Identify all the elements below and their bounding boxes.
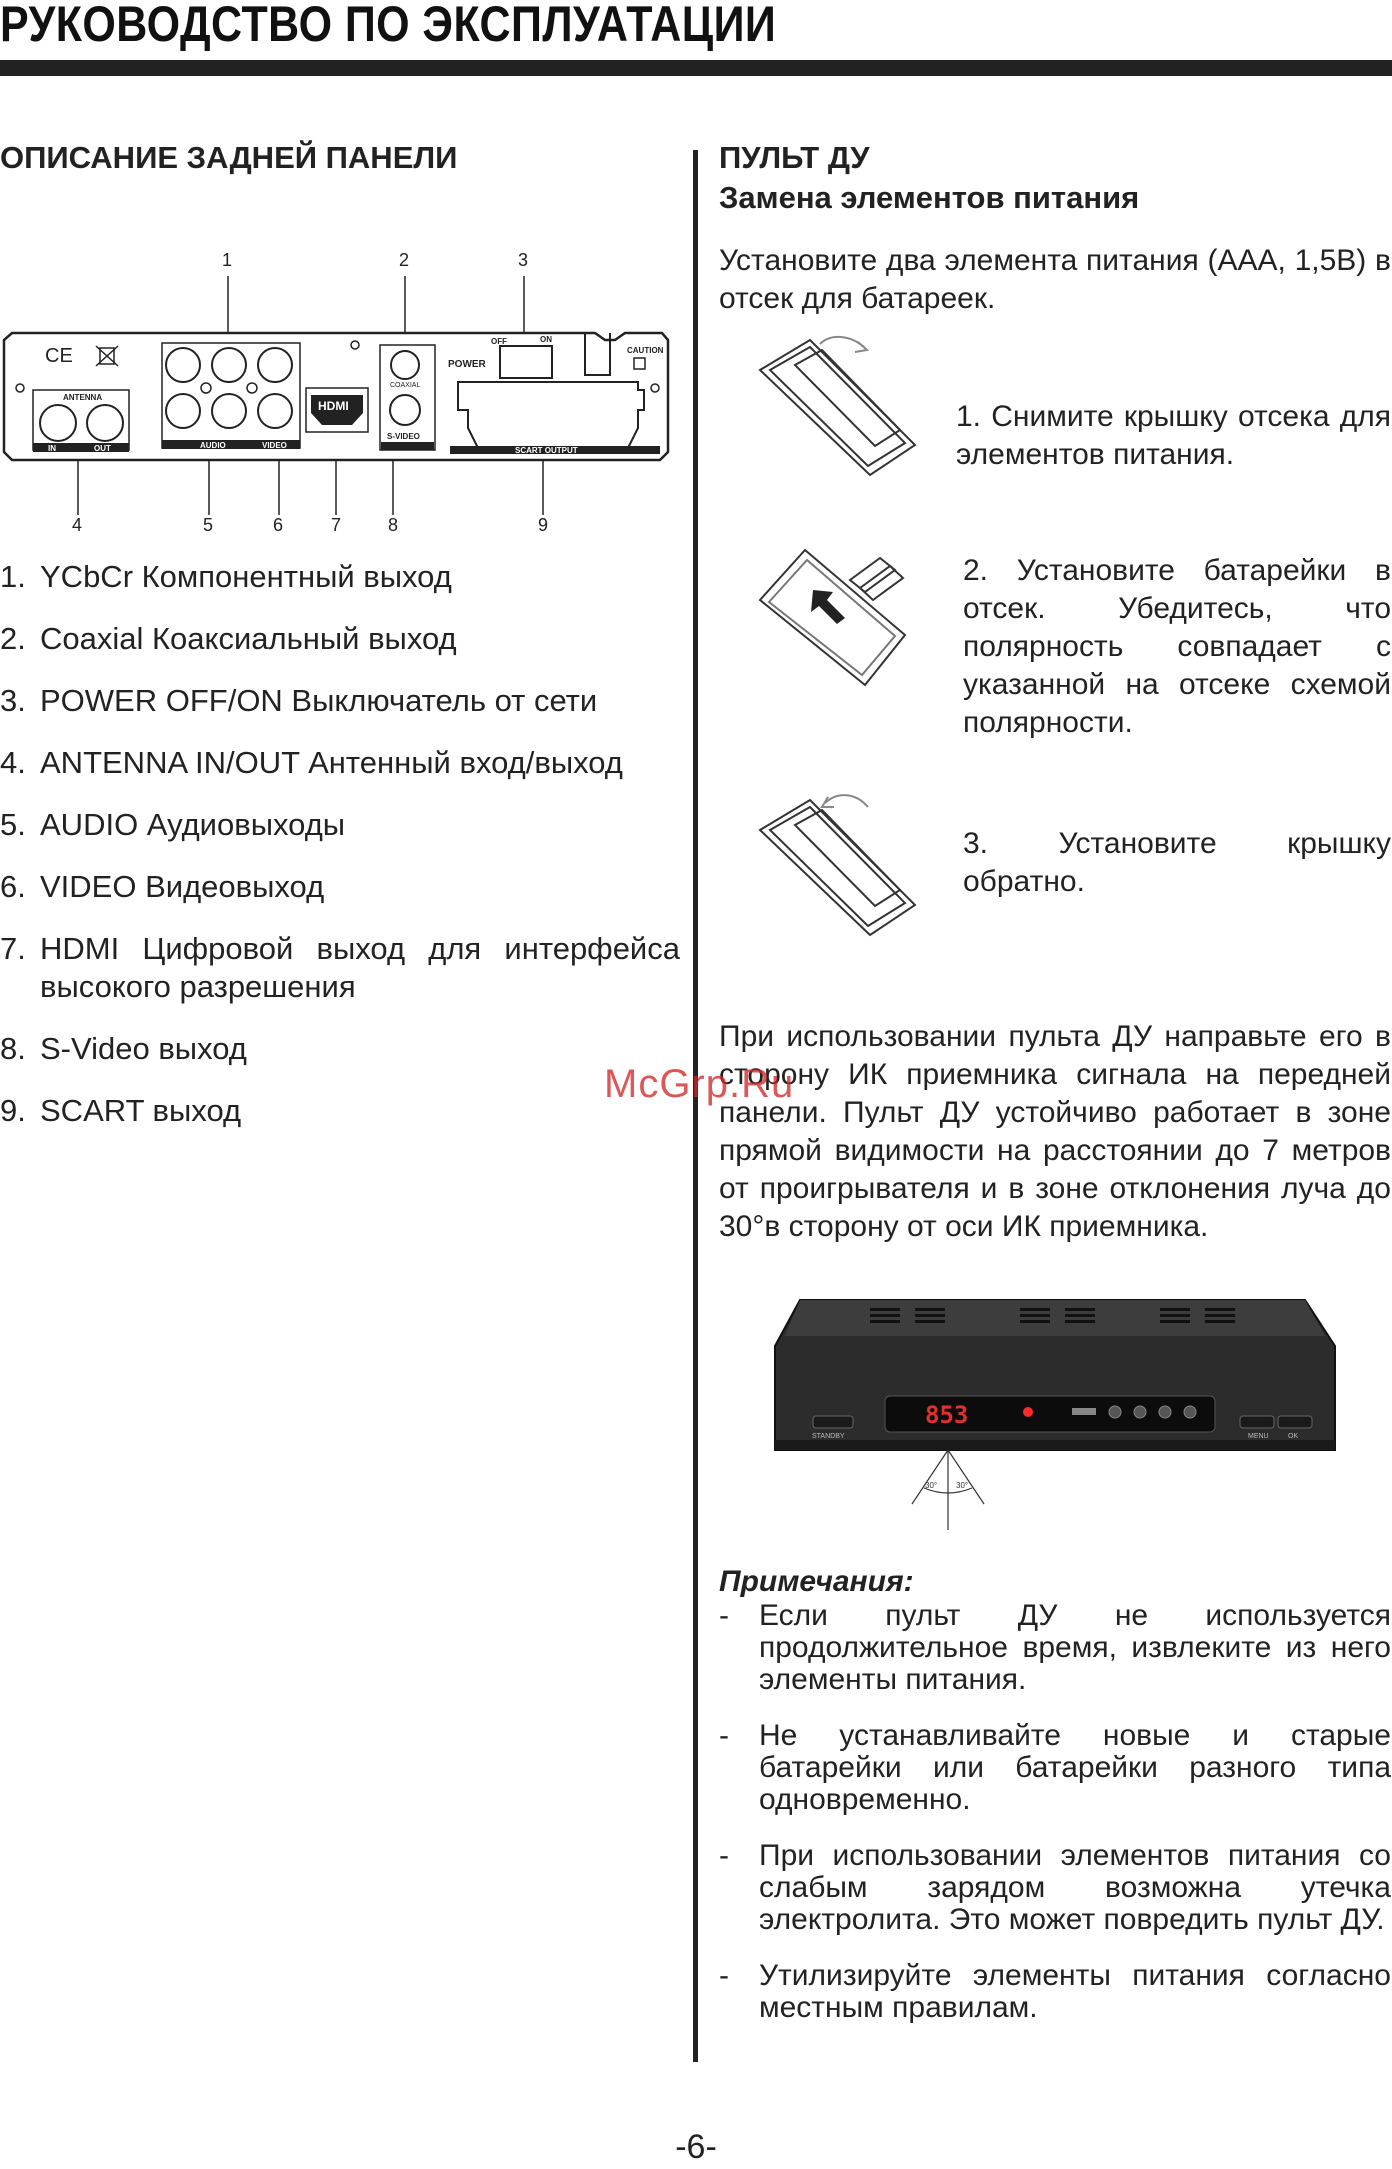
remote-cover-replace-illustration	[750, 785, 930, 940]
svg-text:ANTENNA: ANTENNA	[63, 393, 103, 402]
svg-text:MENU: MENU	[1248, 1433, 1269, 1440]
svg-text:SCART OUTPUT: SCART OUTPUT	[515, 446, 578, 455]
svg-text:ON: ON	[540, 335, 552, 344]
callout-2: 2	[399, 250, 410, 270]
svg-text:30°: 30°	[925, 1481, 938, 1490]
rear-panel-diagram	[0, 270, 680, 515]
remote-subheading: Замена элементов питания	[719, 180, 1140, 215]
rear-panel-heading: ОПИСАНИЕ ЗАДНЕЙ ПАНЕЛИ	[0, 140, 458, 175]
callout-3: 3	[518, 250, 529, 270]
list-item: 4. ANTENNA IN/OUT Антенный вход/выход	[0, 745, 623, 780]
svg-text:HDMI: HDMI	[318, 399, 349, 413]
callout-7: 7	[331, 515, 342, 535]
callout-1: 1	[222, 250, 233, 270]
svg-text:COAXIAL: COAXIAL	[390, 382, 421, 389]
battery-intro: Установите два элемента питания (ААА, 1,5В) в отсек для батареек.	[719, 244, 1391, 315]
list-item: 9. SCART выход	[0, 1093, 242, 1128]
watermark: McGrp.Ru	[604, 1062, 795, 1106]
note-item: - При использовании элементов питания со слабым зарядом возможна утечка электролита. Это может повредить пульт ДУ.	[719, 1839, 1391, 1936]
ir-receiver-led	[1023, 1407, 1033, 1417]
svg-text:OFF: OFF	[491, 337, 507, 346]
receiver-front-illustration	[770, 1298, 1340, 1538]
remote-cover-removed-illustration	[750, 330, 930, 480]
callout-5: 5	[203, 515, 214, 535]
svg-text:VIDEO: VIDEO	[262, 441, 287, 450]
svg-text:AUDIO: AUDIO	[200, 441, 226, 450]
ok-button	[1278, 1416, 1312, 1428]
callout-6: 6	[273, 515, 284, 535]
svg-text:S-VIDEO: S-VIDEO	[387, 432, 420, 441]
callout-8: 8	[388, 515, 399, 535]
svg-text:OK: OK	[1288, 1433, 1299, 1440]
led-display: 853	[925, 1401, 969, 1429]
battery-step-1: 1. Снимите крышку отсека для элементов питания.	[956, 400, 1391, 471]
list-item: 6. VIDEO Видеовыход	[0, 869, 325, 904]
note-item: - Не устанавливайте новые и старые батарейки или батарейки разного типа одновременно.	[719, 1719, 1391, 1816]
remote-usage-text: При использовании пульта ДУ направьте его в сторону ИК приемника сигнала на передней панели. Пульт ДУ устойчиво работает в зоне прямой видимости на расстоянии до 7 метров от проигрывателя и в зоне отклонения луча до 30°в сторону от оси ИК приемника.	[719, 1020, 1391, 1243]
svg-text:CAUTION: CAUTION	[627, 346, 664, 355]
remote-battery-insert-illustration	[755, 540, 925, 690]
list-item: 5. AUDIO Аудиовыходы	[0, 807, 346, 842]
list-item: 7. HDMI Цифровой выход для интерфейса высокого разрешения	[0, 931, 680, 1004]
list-item: 8. S-Video выход	[0, 1031, 247, 1066]
note-item: - Утилизируйте элементы питания согласно местным правилам.	[719, 1959, 1391, 2024]
svg-text:STANDBY: STANDBY	[812, 1433, 845, 1440]
rear-panel-items	[0, 558, 680, 1154]
list-item: 3. POWER OFF/ON Выключатель от сети	[0, 683, 598, 718]
svg-text:OUT: OUT	[94, 444, 111, 453]
note-item: - Если пульт ДУ не используется продолжительное время, извлеките из него элементы питания.	[719, 1599, 1391, 1696]
list-item: 2. Coaxial Коаксиальный выход	[0, 621, 457, 656]
header-rule	[0, 60, 1392, 76]
svg-text:POWER: POWER	[448, 359, 486, 370]
list-item: 1. YCbCr Компонентный выход	[0, 559, 452, 594]
standby-button	[813, 1416, 853, 1428]
menu-button	[1240, 1416, 1274, 1428]
battery-step-3: 3. Установите крышку обратно.	[963, 827, 1391, 898]
page-number: -6-	[675, 2128, 717, 2166]
page-title: РУКОВОДСТВО ПО ЭКСПЛУАТАЦИИ	[0, 0, 777, 52]
notes-title: Примечания:	[719, 1565, 914, 1598]
callout-4: 4	[72, 515, 83, 535]
notes-list	[719, 1600, 1391, 2048]
svg-text:30°: 30°	[956, 1481, 969, 1490]
remote-heading: ПУЛЬТ ДУ	[719, 140, 870, 175]
ce-mark: CE	[45, 345, 73, 367]
callout-9: 9	[538, 515, 549, 535]
svg-text:IN: IN	[48, 444, 56, 453]
battery-step-2: 2. Установите батарейки в отсек. Убедитесь, что полярность совпадает с указанной на отсеке схемой полярности.	[963, 554, 1391, 739]
